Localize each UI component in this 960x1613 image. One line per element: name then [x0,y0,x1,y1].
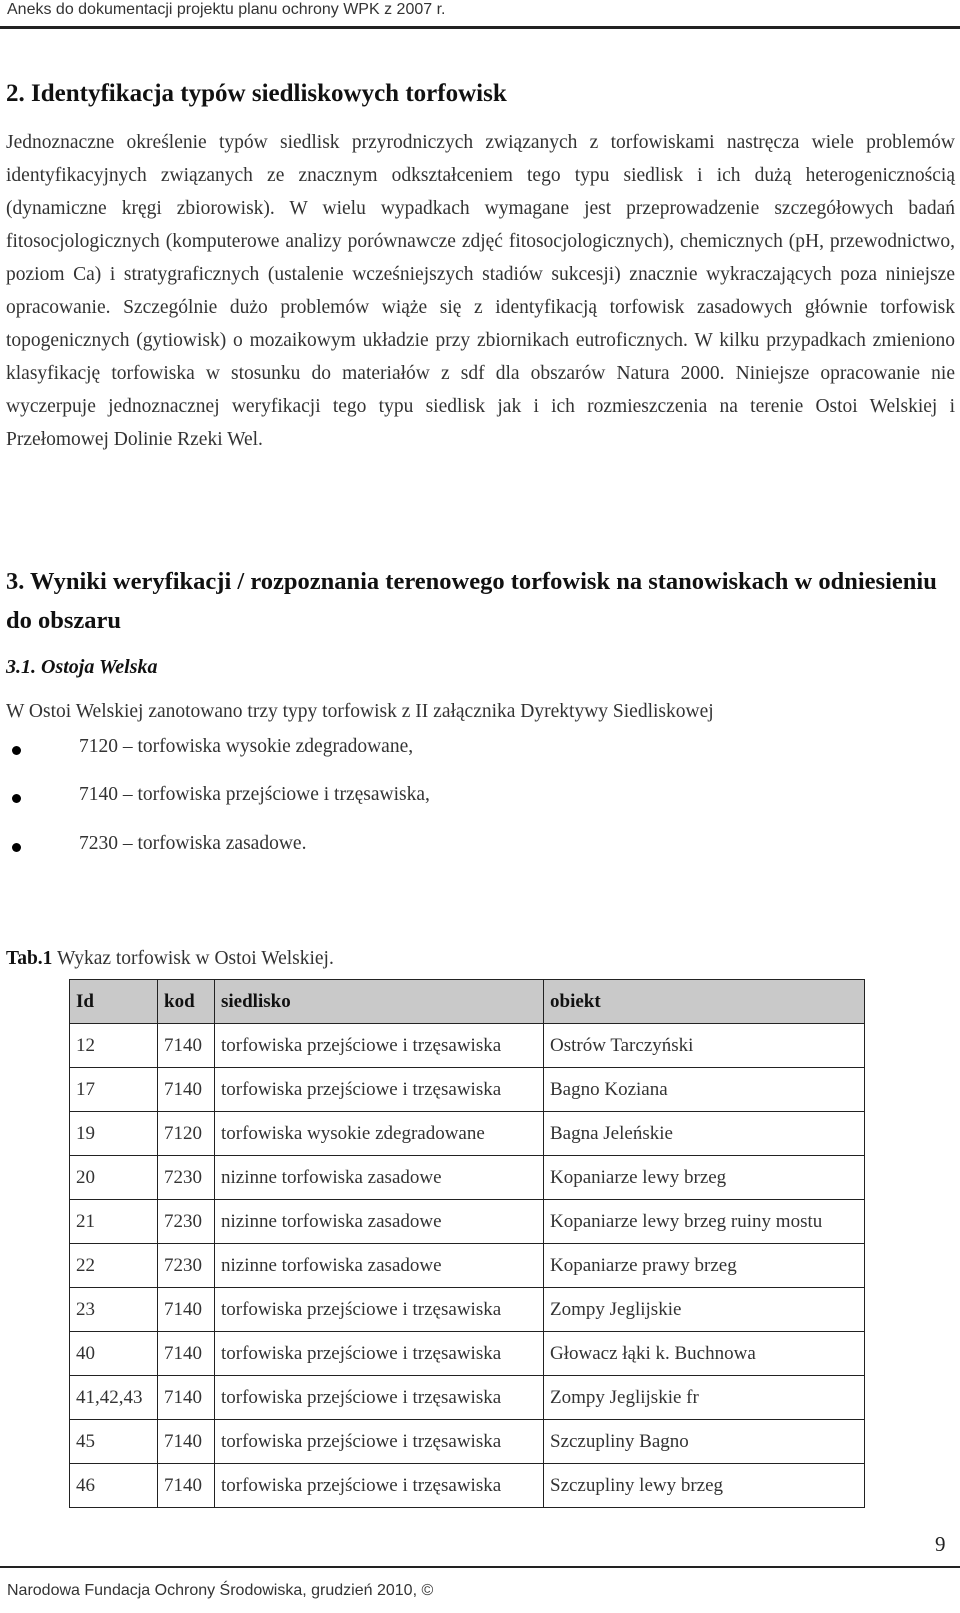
cell-id: 23 [70,1288,158,1332]
cell-obiekt: Bagno Koziana [544,1068,865,1112]
cell-siedlisko: nizinne torfowiska zasadowe [215,1244,544,1288]
cell-kod: 7140 [158,1420,215,1464]
cell-siedlisko: torfowiska przejściowe i trzęsawiska [215,1068,544,1112]
habitat-intro-text: W Ostoi Welskiej zanotowano trzy typy torfowisk z II załącznika Dyrektywy Siedliskowej [6,701,714,722]
bullet-text: 7230 – torfowiska zasadowe. [79,833,307,854]
table-caption-label: Tab.1 [6,948,53,969]
cell-kod: 7140 [158,1332,215,1376]
bullet-item [6,833,906,863]
cell-id: 45 [70,1420,158,1464]
page-footer: Narodowa Fundacja Ochrony Środowiska, grudzień 2010, © [7,1582,434,1599]
column-header-kod: kod [158,980,215,1024]
peatland-table [69,979,865,1508]
table-row [70,1464,865,1508]
cell-id: 19 [70,1112,158,1156]
cell-obiekt: Głowacz łąki k. Buchnowa [544,1332,865,1376]
cell-siedlisko: torfowiska przejściowe i trzęsawiska [215,1332,544,1376]
cell-obiekt: Szczupliny lewy brzeg [544,1464,865,1508]
section-2-heading: 2. Identyfikacja typów siedliskowych torfowisk [6,80,507,107]
cell-id: 41,42,43 [70,1376,158,1420]
cell-siedlisko: nizinne torfowiska zasadowe [215,1156,544,1200]
table-row [70,1112,865,1156]
cell-siedlisko: nizinne torfowiska zasadowe [215,1200,544,1244]
cell-kod: 7140 [158,1024,215,1068]
footer-divider [0,1566,960,1568]
cell-kod: 7140 [158,1376,215,1420]
cell-kod: 7230 [158,1156,215,1200]
cell-siedlisko: torfowiska przejściowe i trzęsawiska [215,1376,544,1420]
cell-id: 46 [70,1464,158,1508]
cell-obiekt: Bagna Jeleńskie [544,1112,865,1156]
cell-obiekt: Kopaniarze lewy brzeg [544,1156,865,1200]
cell-obiekt: Zompy Jeglijskie fr [544,1376,865,1420]
cell-obiekt: Kopaniarze lewy brzeg ruiny mostu [544,1200,865,1244]
bullet-text: 7140 – torfowiska przejściowe i trzęsawiska, [79,784,430,805]
table-caption [6,948,334,970]
cell-kod: 7230 [158,1200,215,1244]
subsection-3-1-heading: 3.1. Ostoja Welska [6,656,158,678]
cell-kod: 7140 [158,1068,215,1112]
cell-id: 12 [70,1024,158,1068]
cell-obiekt: Kopaniarze prawy brzeg [544,1244,865,1288]
table-header-row [70,980,865,1024]
cell-kod: 7230 [158,1244,215,1288]
cell-kod: 7120 [158,1112,215,1156]
section-2-paragraph: Jednoznaczne określenie typów siedlisk przyrodniczych związanych z torfowiskami nastręcza wiele problemów identyfikacyjnych związanych ze znacznym odkształceniem tego typu siedlisk i ich dużą heterogenicznością (dynamiczne kręgi zbiorowisk). W wielu wypadkach wymagane jest przeprowadzenie szczegółowych badań fitosocjologicznych (komputerowe analizy porównawcze zdjęć fitosocjologicznych), chemicznych (pH, przewodnictwo, poziom Ca) i stratygraficznych (ustalenie wcześniejszych stadiów sukcesji) znacznie wykraczających poza niniejsze opracowanie. Szczególnie dużo problemów wiąże się z identyfikacją torfowisk zasadowych głównie torfowisk topogenicznych (gytiowisk) o mozaikowym układzie przy zbiornikach eutroficznych. W kilku przypadkach zmieniono klasyfikację torfowiska w stosunku do materiałów z sdf dla obszarów Natura 2000. Niniejsze opracowanie nie wyczerpuje jednoznacznej weryfikacji tego typu siedlisk jak i ich rozmieszczenia na terenie Ostoi Welskiej i Przełomowej Dolinie Rzeki Wel. [6,132,955,450]
cell-siedlisko: torfowiska przejściowe i trzęsawiska [215,1420,544,1464]
header-text: Aneks do dokumentacji projektu planu ochrony WPK z 2007 r. [7,1,446,18]
cell-obiekt: Szczupliny Bagno [544,1420,865,1464]
cell-kod: 7140 [158,1464,215,1508]
table-row [70,1068,865,1112]
table-row [70,1156,865,1200]
cell-id: 21 [70,1200,158,1244]
cell-obiekt: Ostrów Tarczyński [544,1024,865,1068]
cell-kod: 7140 [158,1288,215,1332]
bullet-icon [12,746,21,755]
page-number: 9 [935,1532,946,1556]
cell-id: 20 [70,1156,158,1200]
bullet-item [6,784,906,814]
cell-siedlisko: torfowiska przejściowe i trzęsawiska [215,1288,544,1332]
table-caption-text: Wykaz torfowisk w Ostoi Welskiej. [52,948,334,969]
cell-id: 22 [70,1244,158,1288]
table-row [70,1288,865,1332]
table-row [70,1420,865,1464]
cell-id: 40 [70,1332,158,1376]
table-row [70,1376,865,1420]
cell-obiekt: Zompy Jeglijskie [544,1288,865,1332]
bullet-icon [12,843,21,852]
column-header-siedlisko: siedlisko [215,980,544,1024]
cell-id: 17 [70,1068,158,1112]
section-3-heading: 3. Wyniki weryfikacji / rozpoznania terenowego torfowisk na stanowiskach w odniesieniu do obszaru [6,568,937,634]
table-row [70,1244,865,1288]
table-row [70,1024,865,1068]
bullet-item [6,736,906,766]
column-header-id: Id [70,980,158,1024]
bullet-icon [12,794,21,803]
table-row [70,1332,865,1376]
cell-siedlisko: torfowiska wysokie zdegradowane [215,1112,544,1156]
cell-siedlisko: torfowiska przejściowe i trzęsawiska [215,1464,544,1508]
column-header-obiekt: obiekt [544,980,865,1024]
cell-siedlisko: torfowiska przejściowe i trzęsawiska [215,1024,544,1068]
page-header [0,0,960,29]
table-row [70,1200,865,1244]
bullet-text: 7120 – torfowiska wysokie zdegradowane, [79,736,414,757]
